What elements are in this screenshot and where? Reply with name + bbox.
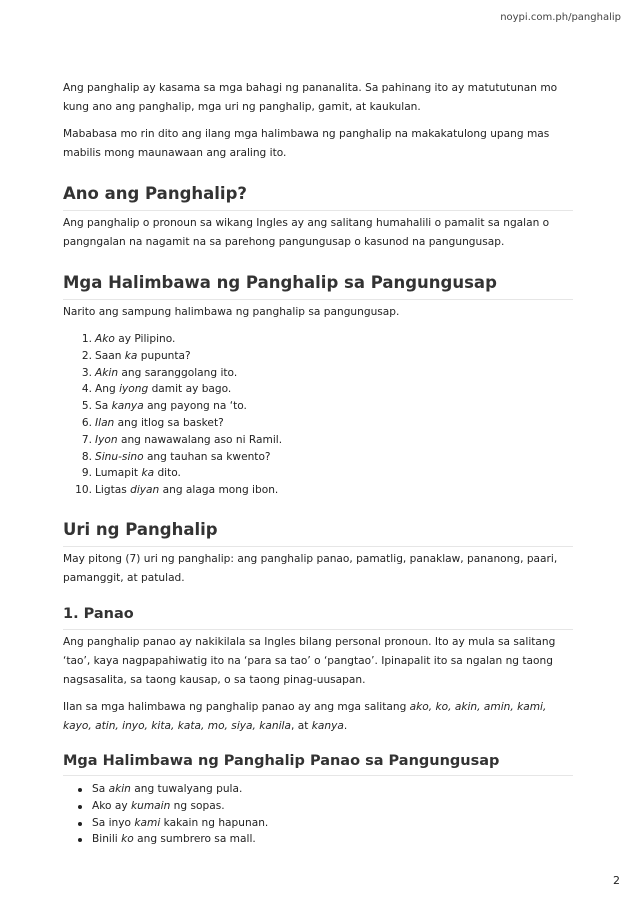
text-line: kung ano ang panghalip, mga uri ng panghalip, gamit, at kaukulan. [63,101,421,113]
text-line: pamanggit, at patulad. [63,571,185,584]
list-number: 3. [81,366,92,379]
text-fragment: Ligtas [95,484,131,497]
text-line: Ilan sa mga halimbawa ng panghalip panao ay ang mga salitang [63,700,410,713]
text-line: Ang panghalip ay kasama sa mga bahagi ng pananalita. Sa pahinang ito ay matututunan mo [63,82,558,94]
intro-paragraph-2 [63,125,573,163]
uri-paragraph [63,550,573,588]
ano-paragraph [63,214,573,252]
list-item [63,465,573,482]
text-line: pangngalan na nagamit na sa parehong pangungusap o kasunod na pangungusap. [63,236,505,248]
list-item [63,432,573,449]
list-number: 9. [81,467,92,480]
text-line: Ang panghalip panao ay nakikilala sa Ingles bilang personal pronoun. Ito ay mula sa salitang [63,635,556,648]
pronoun-highlight: kanya [111,400,144,413]
text-fragment: Sa inyo [92,816,135,829]
list-item [63,331,573,348]
text-fragment: ay Pilipino. [114,333,176,345]
pronoun-highlight: Akin [95,366,119,379]
list-number: 2. [81,349,92,362]
halimbawa-intro: Narito ang sampung halimbawa ng panghalip sa pangungusap. [63,306,400,318]
list-number: 1. [81,333,92,345]
pronoun-highlight: Iyon [95,433,118,446]
text-fragment: Lumapit [95,467,142,480]
heading-mga-halimbawa: Mga Halimbawa ng Panghalip sa Pangungusap [63,273,497,292]
example-words: ako, ko, akin, amin, kami, [409,700,547,713]
text-fragment: Ang [95,383,120,396]
list-number: 6. [81,416,92,429]
pronoun-highlight: iyong [119,383,149,396]
pronoun-highlight: Sinu-sino [95,450,144,463]
text-fragment: , at [290,719,312,732]
list-item [63,798,573,815]
text-fragment: ang tuwalyang pula. [130,782,243,795]
heading-uri-ng-panghalip: Uri ng Panghalip [63,519,218,539]
text-fragment: Ako ay [92,799,131,812]
list-item [63,831,573,848]
list-number: 10. [75,484,92,497]
text-fragment: ang saranggolang ito. [118,366,238,379]
intro-paragraph-1 [63,79,573,117]
text-fragment: ang nawawalang aso ni Ramil. [117,433,283,446]
text-line: Ang panghalip o pronoun sa wikang Ingles ay ang salitang humahalili o pamalit sa ngalan o [63,217,550,229]
bullet-icon [78,805,82,809]
heading-ano-ang-panghalip: Ano ang Panghalip? [63,184,247,203]
text-fragment: ang tauhan sa kwento? [143,450,271,463]
list-item [63,365,573,382]
text-fragment: Saan [95,349,125,362]
pronoun-highlight: ko [121,833,134,846]
text-line: nagsasalita, sa taong kausap, o sa taong pinag-uusapan. [63,673,366,686]
panao-paragraph-2 [63,698,573,736]
pronoun-highlight: kami [134,816,161,829]
text-line: Mababasa mo rin dito ang ilang mga halimbawa ng panghalip na makakatulong upang mas [63,128,550,140]
document-body [63,79,573,848]
text-fragment: . [343,719,348,732]
text-fragment: ang payong na ‘to. [143,400,247,413]
text-fragment: ang itlog sa basket? [114,416,224,429]
text-fragment: dito. [154,467,181,480]
list-item [63,482,573,499]
header-url: noypi.com.ph/panghalip [500,12,621,23]
list-number: 8. [81,450,92,463]
text-fragment: Binili [92,833,122,846]
list-item [63,398,573,415]
heading-panao-halimbawa: Mga Halimbawa ng Panghalip Panao sa Pangungusap [63,752,500,769]
page-number: 2 [613,874,620,887]
bullet-icon [78,838,82,842]
text-fragment: ng sopas. [170,799,225,812]
heading-panao: 1. Panao [63,605,134,622]
pronoun-highlight: Ako [95,333,115,345]
example-words: kayo, atin, inyo, kita, kata, mo, siya, kanila [63,719,291,732]
pronoun-highlight: akin [108,782,131,795]
text-line: May pitong (7) uri ng panghalip: ang panghalip panao, pamatlig, panaklaw, pananong, paari, [63,552,558,565]
list-number: 4. [81,383,92,396]
list-item [63,348,573,365]
list-number: 5. [81,400,92,413]
panao-example-list [63,781,573,848]
bullet-icon [78,788,82,792]
text-line: mabilis mong maunawaan ang araling ito. [63,147,287,159]
example-word: kanya [311,719,344,732]
text-fragment: ang alaga mong ibon. [159,484,279,497]
bullet-icon [78,822,82,826]
text-fragment: Sa [95,400,112,413]
list-number: 7. [81,433,92,446]
text-fragment: Sa [92,782,109,795]
text-fragment: kakain ng hapunan. [160,816,269,829]
list-item [63,415,573,432]
text-fragment: pupunta? [137,349,191,362]
pronoun-highlight: diyan [130,484,160,497]
list-item [63,815,573,832]
pronoun-highlight: ka [124,349,138,362]
text-fragment: ang sumbrero sa mall. [133,833,256,846]
pronoun-highlight: Ilan [95,416,115,429]
pronoun-highlight: kumain [130,799,171,812]
list-item [63,449,573,466]
list-item [63,381,573,398]
text-line: ‘tao’, kaya nagpapahiwatig ito na ‘para sa tao’ o ‘pangtao’. Ipinapalit ito sa ngalan ng taong [63,654,553,667]
text-fragment: damit ay bago. [148,383,232,396]
panao-paragraph-1 [63,633,573,690]
pronoun-highlight: ka [141,467,155,480]
list-item [63,781,573,798]
example-list [63,331,573,499]
